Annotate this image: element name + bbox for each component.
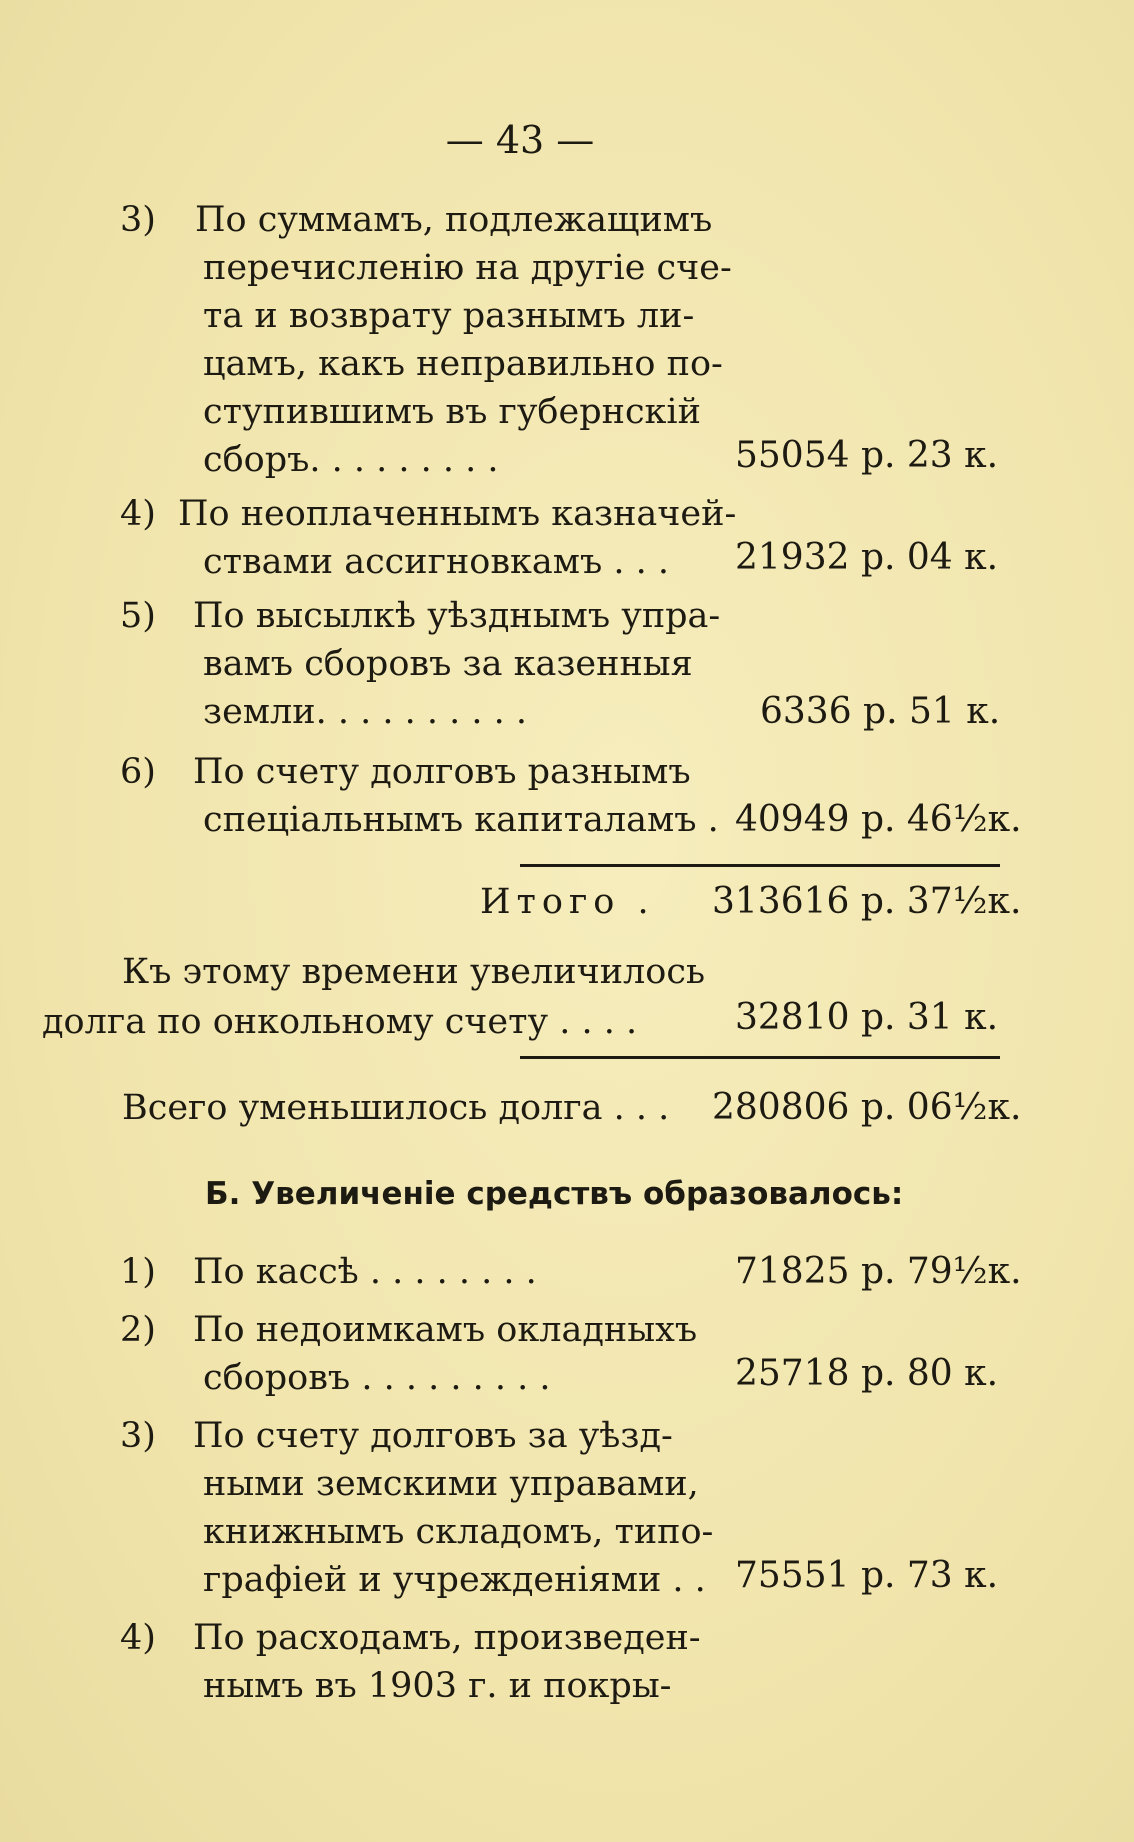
- increase-text-line: Къ этому времени увеличилось: [122, 952, 706, 992]
- item-text-line: По счету долговъ за уѣзд-: [193, 1416, 673, 1456]
- item-amount: 21932 р. 04 к.: [735, 537, 999, 578]
- decrease-label: Всего уменьшилось долга . . .: [122, 1088, 670, 1128]
- item-text-line: графіей и учрежденіями . .: [203, 1560, 706, 1600]
- item-number: 5): [120, 596, 156, 636]
- item-number: 4): [120, 1618, 156, 1658]
- item-text-line: та и возврату разнымъ ли-: [203, 296, 695, 336]
- item-text-line: земли. . . . . . . . . .: [203, 692, 527, 732]
- sum-rule: [520, 1056, 1000, 1059]
- item-number: 6): [120, 752, 156, 792]
- increase-amount: 32810 р. 31 к.: [735, 997, 999, 1038]
- item-number: 4): [120, 494, 156, 534]
- total-label: Итого .: [480, 882, 655, 922]
- item-amount: 40949 р. 46½к.: [735, 799, 1022, 840]
- item-text-line: По расходамъ, произведен-: [193, 1618, 701, 1658]
- page-number: — 43 —: [445, 118, 595, 162]
- item-amount: 6336 р. 51 к.: [760, 691, 1001, 732]
- item-number: 3): [120, 1416, 156, 1456]
- item-text-line: цамъ, какъ неправильно по-: [203, 344, 723, 384]
- item-text-line: сборовъ . . . . . . . . .: [203, 1358, 551, 1398]
- item-amount: 71825 р. 79½к.: [735, 1251, 1022, 1292]
- total-amount: 313616 р. 37½к.: [712, 881, 1022, 922]
- item-amount: 55054 р. 23 к.: [735, 435, 999, 476]
- increase-text-line: долга по онкольному счету . . . .: [42, 1002, 638, 1042]
- item-amount: 25718 р. 80 к.: [735, 1353, 999, 1394]
- item-text-line: спеціальнымъ капиталамъ .: [203, 800, 719, 840]
- item-text-line: вамъ сборовъ за казенныя: [203, 644, 693, 684]
- item-text-line: По недоимкамъ окладныхъ: [193, 1310, 698, 1350]
- item-text-line: книжнымъ складомъ, типо-: [203, 1512, 714, 1552]
- item-text-line: перечисленію на другіе сче-: [203, 248, 732, 288]
- item-text-line: По суммамъ, подлежащимъ: [195, 200, 713, 240]
- item-text-line: По счету долговъ разнымъ: [193, 752, 691, 792]
- decrease-amount: 280806 р. 06½к.: [712, 1087, 1022, 1128]
- item-text-line: ными земскими управами,: [203, 1464, 699, 1504]
- item-number: 1): [120, 1252, 156, 1292]
- item-text-line: ступившимъ въ губернскій: [203, 392, 701, 432]
- item-text-line: По неоплаченнымъ казначей-: [178, 494, 737, 534]
- sum-rule: [520, 864, 1000, 867]
- item-text-line: сборъ. . . . . . . . .: [203, 440, 499, 480]
- item-text-line: нымъ въ 1903 г. и покры-: [203, 1666, 672, 1706]
- item-text-line: По высылкѣ уѣзднымъ упра-: [193, 596, 721, 636]
- item-text-line: ствами ассигновкамъ . . .: [203, 542, 670, 582]
- section-heading: Б. Увеличеніе средствъ образовалось:: [205, 1176, 904, 1212]
- item-number: 2): [120, 1310, 156, 1350]
- item-text-line: По кассѣ . . . . . . . .: [193, 1252, 537, 1292]
- item-amount: 75551 р. 73 к.: [735, 1555, 999, 1596]
- item-number: 3): [120, 200, 156, 240]
